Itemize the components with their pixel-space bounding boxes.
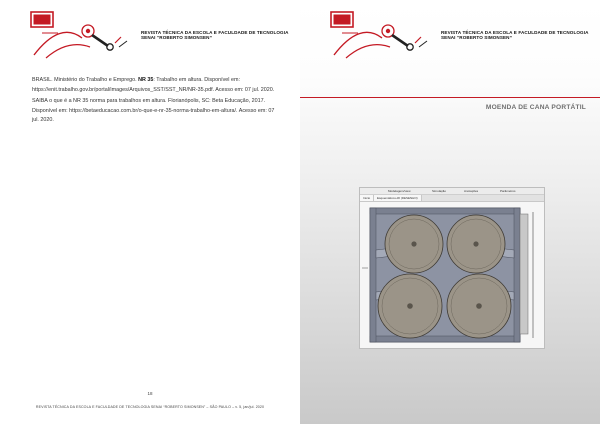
cad-menu-item: Simulação — [432, 189, 447, 193]
roller-top-left — [385, 215, 443, 273]
roller-bottom-right — [447, 274, 511, 338]
cad-document-tab: Esquemáticos.dft (DESENHO) — [374, 195, 422, 201]
cad-drawing — [360, 202, 544, 348]
reference-item — [32, 97, 277, 126]
journal-title-line2: SENAI “ROBERTO SIMONSEN” — [441, 35, 512, 41]
cad-menu-item: Anotações — [464, 189, 479, 193]
cad-screenshot-figure — [359, 187, 545, 349]
reference-rest: : Trabalho em altura. Disponível em: https://enit.trabalho.gov.br/portal/images/Arquivos_SST/SST_NR/NR-35.pdf. Acesso em: 07 jul. 2020. — [32, 77, 275, 93]
cad-menu-bar — [360, 188, 544, 195]
section-title: MOENDA DE CANA PORTÁTIL — [485, 104, 586, 111]
reference-list — [32, 76, 277, 128]
right-page — [300, 0, 600, 424]
journal-header — [441, 30, 591, 41]
roller-bottom-left — [378, 274, 442, 338]
journal-title-line1: REVISTA TÉCNICA DA ESCOLA E FACULDADE DE TECNOLOGIA — [441, 30, 589, 35]
journal-header — [141, 30, 291, 41]
school-logo-icon — [30, 11, 140, 63]
reference-item — [32, 76, 277, 95]
reference-author: BRASIL. Ministério do Trabalho e Emprego. — [32, 77, 137, 83]
reference-bold-title: NR 35 — [138, 77, 154, 83]
school-logo-icon — [330, 11, 440, 63]
section-divider — [300, 97, 600, 98]
cad-tab-row — [360, 195, 544, 202]
reference-author: SAIBA o que é a NR 35 norma para trabalhos em altura. Florianópolis, SC: Beta Educação, 2017. Disponível em: https://betaeducacao.com.br/o-que-e-nr-35-norma-trabalho-em-altura/. Acesso em: 07 jul. 2020. — [32, 98, 275, 124]
cad-side-tab: Início — [360, 195, 374, 201]
cad-menu-item: Parâmetros — [500, 189, 516, 193]
cad-menu-item: Modelagem/view — [388, 189, 411, 193]
page-number: 18 — [147, 391, 153, 396]
journal-title-line1: REVISTA TÉCNICA DA ESCOLA E FACULDADE DE TECNOLOGIA — [141, 30, 289, 35]
page-footer: REVISTA TÉCNICA DA ESCOLA E FACULDADE DE TECNOLOGIA SENAI “ROBERTO SIMONSEN” – SÃO PAULO – v. 5, jan/jul. 2020 — [35, 405, 265, 409]
roller-top-right — [447, 215, 505, 273]
journal-title-line2: SENAI “ROBERTO SIMONSEN” — [141, 35, 212, 41]
